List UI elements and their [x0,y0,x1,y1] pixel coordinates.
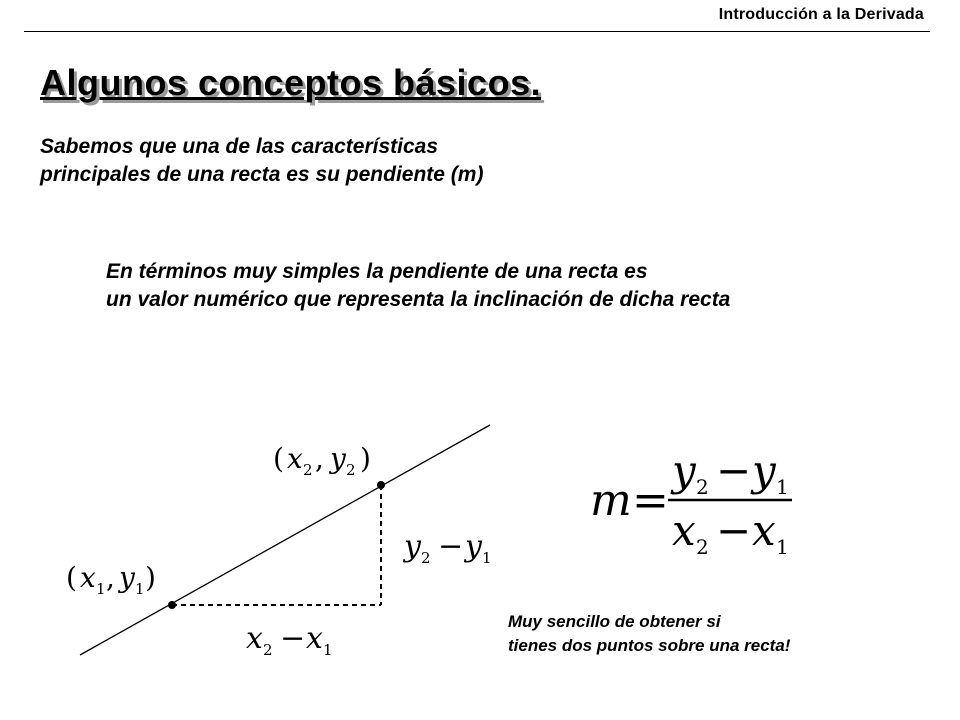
note-text [508,610,790,658]
point-2-dot [377,481,385,489]
svg-text:y: y [465,529,482,564]
svg-text:y: y [404,529,421,564]
svg-text:y: y [672,446,696,495]
run-label [246,621,333,659]
svg-text:=: = [632,475,669,526]
svg-text:1: 1 [482,549,492,567]
svg-text:2: 2 [303,461,313,479]
svg-text:): ) [145,561,156,594]
svg-text:x: x [287,442,303,475]
svg-text:m: m [590,475,632,526]
rise-label [402,529,492,567]
svg-text:2: 2 [696,535,709,559]
svg-text:2: 2 [263,641,273,659]
svg-text:y: y [119,561,135,594]
svg-text:1: 1 [96,580,106,598]
svg-text:1: 1 [323,641,333,659]
slide-title: Algunos conceptos básicos. [40,62,542,103]
svg-text:y: y [752,446,776,495]
note-line-1: Muy sencillo de obtener si [508,612,721,631]
svg-text:x: x [80,561,96,594]
slope-formula [590,446,792,559]
svg-text:x: x [752,506,776,555]
svg-text:,: , [315,442,324,475]
point-1-dot [168,601,176,609]
svg-text:(: ( [273,442,284,475]
svg-text:1: 1 [776,475,789,499]
svg-text:1: 1 [776,535,789,559]
svg-text:2: 2 [346,461,356,479]
svg-text:y: y [330,442,346,475]
point-1-label [66,561,156,598]
svg-text:,: , [106,561,115,594]
point-2-label [273,442,371,479]
svg-text:1: 1 [135,580,145,598]
intro-line-1: Sabemos que una de las características [40,135,439,158]
definition-line-2: un valor numérico que representa la inclinación de dicha recta [106,288,731,311]
svg-text:2: 2 [421,549,431,567]
svg-text:−: − [438,529,464,564]
svg-text:−: − [716,506,752,555]
svg-text:2: 2 [696,475,709,499]
svg-text:x: x [246,621,263,656]
course-title: Introducción a la Derivada [718,6,924,23]
svg-text:−: − [716,446,752,495]
svg-text:x: x [306,621,323,656]
svg-text:): ) [360,442,371,475]
svg-text:(: ( [66,561,77,594]
svg-text:−: − [280,621,306,656]
definition-line-1: En términos muy simples la pendiente de una recta es [106,260,648,283]
svg-text:x: x [672,506,696,555]
note-line-2: tienes dos puntos sobre una recta! [508,636,791,655]
intro-line-2: principales de una recta es su pendiente (m) [40,163,484,186]
